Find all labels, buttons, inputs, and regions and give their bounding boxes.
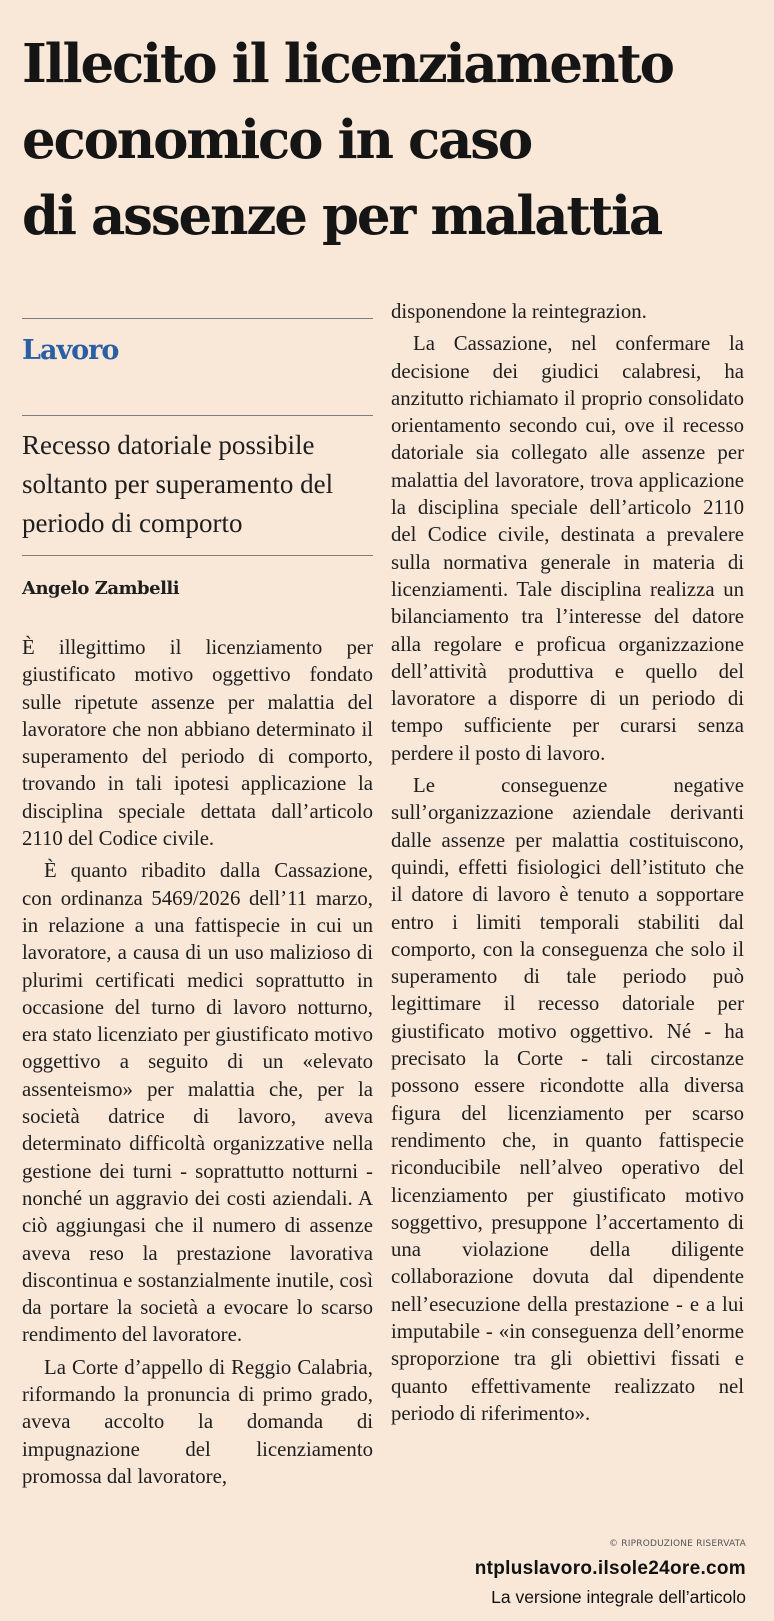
headline-line-2: economico in caso [22,109,532,171]
copyright-notice: © RIPRODUZIONE RISERVATA [609,1539,746,1549]
divider [22,415,373,416]
footer-url[interactable]: ntpluslavoro.ilsole24ore.com [474,1558,746,1579]
headline-line-1: Illecito il licenziamento [22,33,673,95]
paragraph: La Corte d’appello di Reggio Calabria, riformando la pronuncia di primo grado, aveva accolto la domanda di impugnazione del licenziamento promossa dal lavoratore, [22,1355,373,1488]
paragraph: È quanto ribadito dalla Cassazione, con ordinanza 5469/2026 dell’11 marzo, in relazione a una fattispecie in cui un lavoratore, a causa di un uso malizioso di plurimi certificati medici soprattutto in occasione del turno di lavoro notturno, era stato licenziato per giustificato motivo oggettivo a seguito di un «elevato assenteismo» per malattia che, per la società datrice di lavoro, aveva determinato difficoltà organizzative nella gestione dei turni - soprattutto notturni - nonché un aggravio dei costi aziendali. A ciò aggiungasi che il numero di assenze aveva reso la prestazione lavorativa discontinua e sostanzialmente inutile, così da portare la società a evocare lo scarso rendimento del lavoratore. [22,859,373,1347]
headline [22,26,757,254]
paragraph: È illegittimo il licenziamento per giustificato motivo oggettivo fondato sulle ripetute assenze per malattia del lavoratore che non abbiano determinato il superamento del periodo di comporto, trovando in tali ipotesi applicazione la disciplina speciale dettata dall’articolo 2110 del Codice civile. [22,636,373,851]
author-byline: Angelo Zambelli [22,578,180,599]
subtitle: Recesso datoriale possibile soltanto per superamento del periodo di comporto [22,430,334,538]
paragraph: Le conseguenze negative sull’organizzazione aziendale derivanti dalle assenze per malattia costituiscono, quindi, effetti fisiologici dell’istituto che il datore di lavoro è tenuto a sopportare entro i limiti temporali stabiliti dal comporto, con la conseguenza che solo il superamento di tale periodo può legittimare il recesso datoriale per giustificato motivo oggettivo. Né - ha precisato la Corte - tali circostanze possono essere ricondotte alla diversa figura del licenziamento per scarso rendimento che, in quanto fattispecie riconducibile nell’alveo operativo del licenziamento per giustificato motivo soggettivo, presuppone l’accertamento di una violazione della diligente collaborazione dovuta dal dipendente nell’esecuzione della prestazione - e a lui imputabile - «in conseguenza dell’enorme sproporzione tra gli obiettivi fissati e quanto effettivamente realizzato nel periodo di riferimento». [391,774,744,1425]
headline-line-3: di assenze per malattia [22,185,662,247]
article-body-right [391,298,744,1427]
left-column [22,318,373,1490]
right-column [391,298,744,1427]
section-label: Lavoro [22,335,119,366]
article-body-left [22,634,373,1490]
divider [22,318,373,319]
divider [22,555,373,556]
paragraph: La Cassazione, nel confermare la decisione dei giudici calabresi, ha anzitutto richiamato il proprio consolidato orientamento secondo cui, ove il recesso datoriale sia collegato alle assenze per malattia del lavoratore, trova applicazione la disciplina speciale dell’articolo 2110 del Codice civile, destinata a prevalere sulla normativa generale in materia di licenziamenti. Tale disciplina realizza un bilanciamento tra l’interesse del datore alla regolare e proficua organizzazione dell’attività produttiva e quello del lavoratore a disporre di un periodo di tempo sufficiente per curarsi senza perdere il posto di lavoro. [391,332,744,765]
paragraph: disponendone la reintegrazion. [391,300,647,323]
footer-caption: La versione integrale dell’articolo [491,1587,746,1607]
